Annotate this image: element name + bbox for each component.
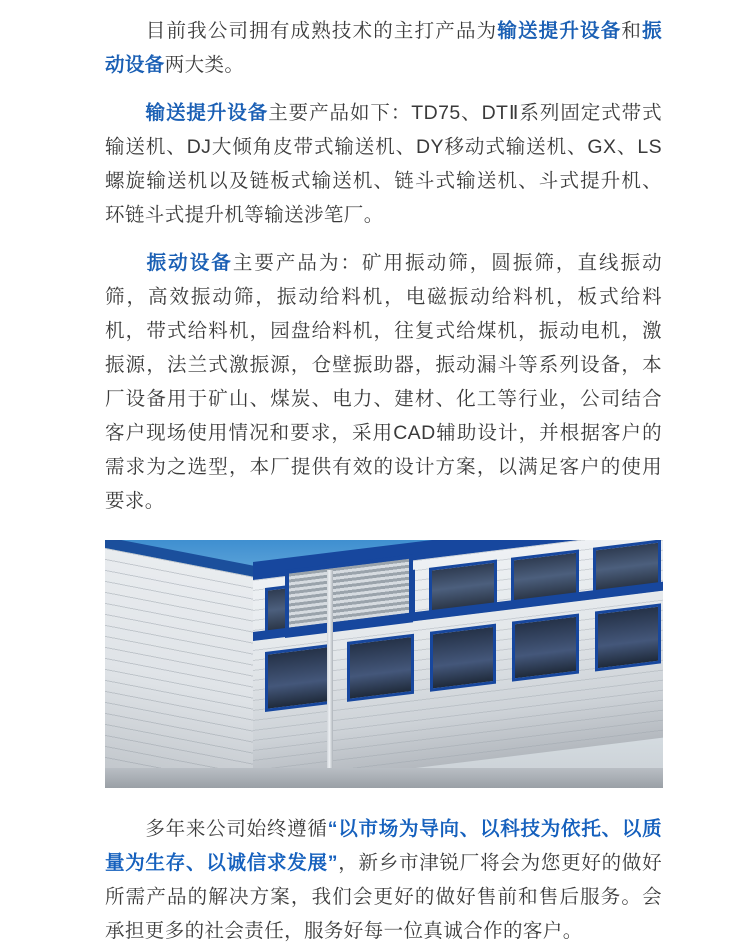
building-left-wing: [105, 540, 255, 788]
paragraph-4: [105, 812, 662, 948]
wall-panel-lines: [105, 548, 255, 788]
text-run: 和: [621, 20, 643, 42]
highlight-company-motto: “以市场为导向、以科技为依托、以质量为生存、以诚信求发展”: [105, 818, 662, 874]
text-run: 目前我公司拥有成熟技术的主打产品为: [145, 20, 498, 42]
window: [595, 603, 661, 671]
highlight-vibrating-equipment: 振动设备: [105, 20, 662, 76]
drain-pipe: [327, 570, 333, 788]
paragraph-3: [105, 246, 662, 518]
window: [347, 634, 413, 702]
highlight-conveying-equipment: 输送提升设备: [497, 20, 622, 42]
highlight-conveying-equipment-heading: 输送提升设备: [145, 102, 269, 124]
factory-building-photo: [105, 540, 663, 788]
text-run: 主要产品如下：TD75、DTⅡ系列固定式带式输送机、DJ大倾角皮带式输送机、DY移动式输送机、GX、LS螺旋输送机以及链板式输送机、链斗式输送机、斗式提升机、环链斗式提升机等输送涉笔厂。: [105, 102, 662, 226]
text-run: 多年来公司始终遵循: [145, 818, 328, 840]
paragraph-2: [105, 96, 662, 232]
window: [265, 644, 331, 712]
ground-strip: [105, 768, 663, 788]
text-run: ，新乡市津锐厂将会为您更好的做好所需产品的解决方案，我们会更好的做好售前和售后服务。会承担更多的社会责任，服务好每一位真诚合作的客户。: [105, 852, 662, 942]
paragraph-1: [105, 14, 662, 82]
text-run: 主要产品为：矿用振动筛，圆振筛，直线振动筛，高效振动筛，振动给料机，电磁振动给料机，板式给料机，带式给料机，园盘给料机，往复式给煤机，振动电机，激振源，法兰式激振源，仓壁振助器，振动漏斗等系列设备，本厂设备用于矿山、煤炭、电力、建材、化工等行业，公司结合客户现场使用情况和要求，采用CAD辅助设计，并根据客户的需求为之选型，本厂提供有效的设计方案，以满足客户的使用要求。: [105, 252, 662, 512]
window: [430, 624, 496, 692]
photo-canvas: [105, 540, 663, 788]
text-run: 两大类。: [164, 54, 245, 76]
highlight-vibrating-equipment-heading: 振动设备: [145, 252, 233, 274]
window: [512, 613, 578, 681]
